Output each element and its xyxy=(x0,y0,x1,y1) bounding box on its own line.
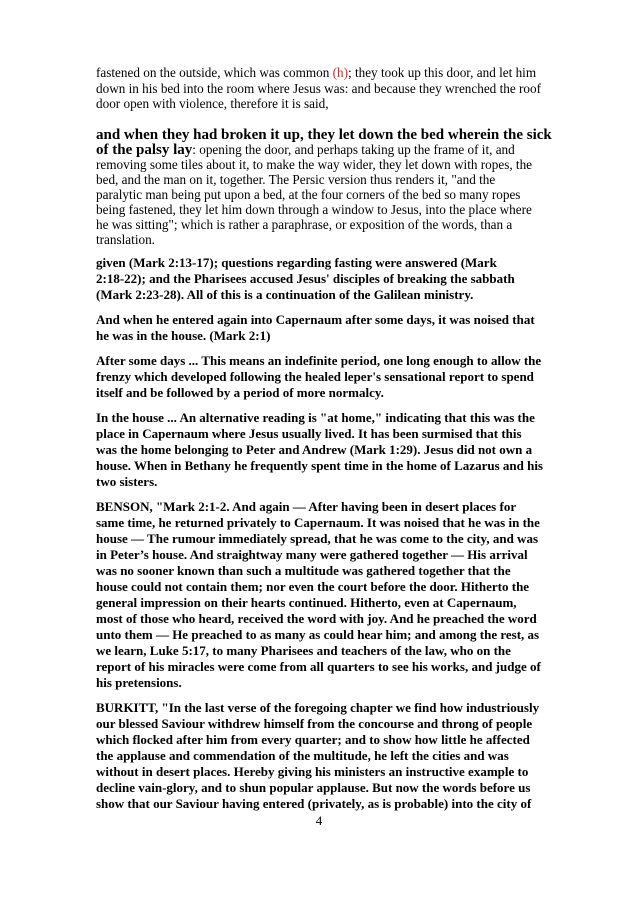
text-line: most of those who heard, received the word with joy. And he preached the word xyxy=(96,610,537,626)
text-line: paralytic man being put upon a bed, at the four corners of the bed so many ropes xyxy=(96,186,521,202)
text-line: in Peter’s house. And straightway many were gathered together — His arrival xyxy=(96,546,528,562)
text-line: house. When in Bethany he frequently spent time in the home of Lazarus and his xyxy=(96,457,543,473)
text-line: unto them — He preached to as many as could hear him; and among the rest, as xyxy=(96,626,540,642)
text-line: same time, he returned privately to Capernaum. It was noised that he was in the xyxy=(96,514,540,530)
text-line: was no sooner known than such a multitude was gathered together that the xyxy=(96,562,511,578)
text-line: show that our Saviour having entered (privately, as is probable) into the city of xyxy=(96,795,532,811)
text-line: BURKITT, "In the last verse of the foregoing chapter we find how industriously xyxy=(96,699,540,715)
page-body xyxy=(96,65,566,812)
text-line: BENSON, "Mark 2:1-2. And again — After having been in desert places for xyxy=(96,498,517,514)
text-line: decline vain-glory, and to shun popular applause. But now the words before us xyxy=(96,779,531,795)
text-run: fastened on the outside, which was common xyxy=(96,65,333,80)
benson-commentary-paragraph xyxy=(96,499,566,691)
verse-quotation: of the palsy lay xyxy=(96,141,193,158)
text-line: bed, and the man on it, together. The Persic version thus renders it, "and the xyxy=(96,171,496,187)
text-line: we learn, Luke 5:17, to many Pharisees and teachers of the law, who on the xyxy=(96,642,511,658)
text-line: he was sitting"; which is rather a paraphrase, or exposition of the words, than a xyxy=(96,216,513,232)
text-line xyxy=(96,142,566,157)
text-line: In the house ... An alternative reading is "at home," indicating that this was the xyxy=(96,409,535,425)
text-line: And when he entered again into Capernaum after some days, it was noised that xyxy=(96,311,535,327)
scripture-verse-paragraph xyxy=(96,312,566,344)
text-line: without in desert places. Hereby giving his ministers an instructive example to xyxy=(96,763,529,779)
text-line: 2:18-22); and the Pharisees accused Jesus' disciples of breaking the sabbath xyxy=(96,270,515,286)
text-line xyxy=(96,65,566,81)
note-in-the-house xyxy=(96,410,566,490)
summary-paragraph xyxy=(96,255,566,303)
text-line: door open with violence, therefore it is said, xyxy=(96,96,329,111)
text-run: ; they took up this door, and let him xyxy=(347,65,537,80)
text-line: place in Capernaum where Jesus usually lived. It has been surmised that this xyxy=(96,425,522,441)
text-line: house could not contain them; nor even the court before the door. Hitherto the xyxy=(96,578,530,594)
text-line: (Mark 2:23-28). All of this is a continuation of the Galilean ministry. xyxy=(96,286,474,302)
text-line: was the home belonging to Peter and Andrew (Mark 1:29). Jesus did not own a xyxy=(96,441,533,457)
text-line: report of his miracles were come from all quarters to see his works, and judge of xyxy=(96,658,541,674)
text-line: two sisters. xyxy=(96,473,158,489)
continued-paragraph xyxy=(96,65,566,112)
footnote-reference-link[interactable]: (h) xyxy=(332,65,348,80)
text-line: our blessed Saviour withdrew himself from the concourse and throng of people xyxy=(96,715,533,731)
text-line: After some days ... This means an indefinite period, one long enough to allow the xyxy=(96,352,542,368)
text-line: his pretensions. xyxy=(96,674,182,690)
burkitt-commentary-paragraph xyxy=(96,700,566,812)
page-number: 4 xyxy=(315,813,323,828)
text-line: down in his bed into the room where Jesus was: and because they wrenched the roof xyxy=(96,80,541,96)
text-line: itself and be followed by a period of more normalcy. xyxy=(96,384,384,400)
text-line xyxy=(96,127,566,142)
text-run: : opening the door, and perhaps taking up the frame of it, and xyxy=(192,141,515,157)
text-line: house — The rumour immediately spread, that he was come to the city, and was xyxy=(96,530,538,546)
text-line: being fastened, they let him down through a window to Jesus, into the place where xyxy=(96,201,532,217)
text-line: general impression on their hearts continued. Hitherto, even at Capernaum, xyxy=(96,594,517,610)
text-line: he was in the house. (Mark 2:1) xyxy=(96,327,271,343)
text-line: the applause and commendation of the multitude, he left the cities and was xyxy=(96,747,509,763)
text-line: which flocked after him from every quarter; and to show how little he affected xyxy=(96,731,530,747)
text-line: given (Mark 2:13-17); questions regarding fasting were answered (Mark xyxy=(96,254,497,270)
note-after-some-days xyxy=(96,353,566,401)
text-line: removing some tiles about it, to make the way wider, they let down with ropes, the xyxy=(96,156,533,172)
text-line: frenzy which developed following the healed leper's sensational report to spend xyxy=(96,368,534,384)
verse-commentary-paragraph xyxy=(96,127,566,247)
text-line: translation. xyxy=(96,231,155,247)
verse-quotation: and when they had broken it up, they let down the bed wherein the sick xyxy=(96,126,552,143)
